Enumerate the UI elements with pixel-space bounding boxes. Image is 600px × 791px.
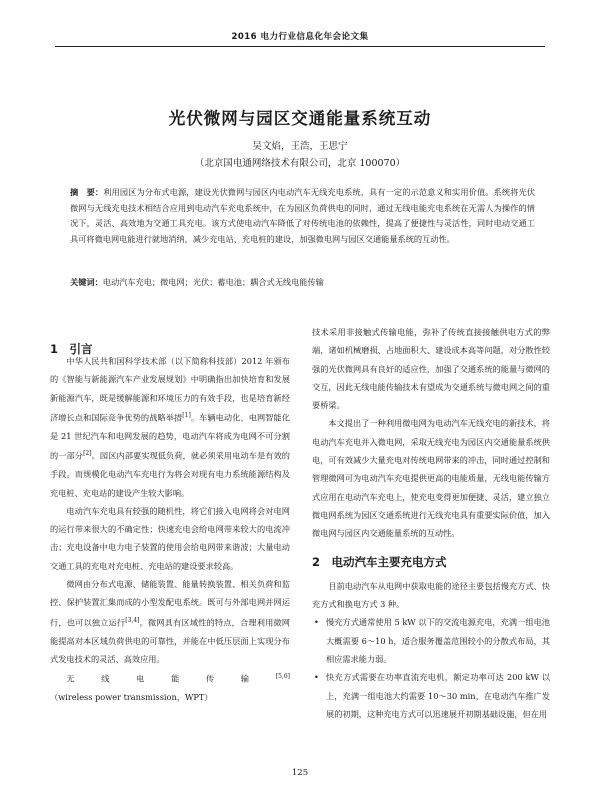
page-number: 125: [291, 768, 309, 778]
header-rule: [55, 46, 545, 47]
running-header: 2016 电力行业信息化年会论文集: [231, 32, 369, 42]
affiliation: （北京国电通网络技术有限公司，北京 100070）: [194, 158, 406, 169]
keywords-text: 电动汽车充电；微电网；光伏；蓄电池；耦合式无线电能传输: [102, 277, 324, 287]
section-2-heading: 2 电动汽车主要充电方式: [312, 554, 447, 569]
paragraph: 本文提出了一种利用微电网为电动汽车无线充电的新技术，将电动汽车充电并入微电网，采取无线充电为园区内交通能量系统供电，可有效减少大量充电对传统电网带来的冲击，同时通过控制和管理微网可为电动汽车充电提供更高的电能质量，无线电能传输方式应用在电动汽车充电上，使充电变得更加便捷、灵活，建立独立微电网系统为园区交通系统进行无线充电具有重要实际价值，加入微电网与园区内交通能量系统的互动性。: [312, 418, 550, 539]
paragraph: 微网由分布式电源、储能装置、能量转换装置、相关负荷和监控、保护装置汇集而成的小型发配电系统。既可与外部电网并网运行，也可以独立运行[3,4]。微网具有区域性的特点，合理利用微网能提高对本区域负荷供电的可靠性，并能在中低压层面上实现分布式发电技术的灵活、高效应用。: [50, 579, 290, 664]
keywords-label: 关键词：: [70, 277, 103, 287]
paragraph: 技术采用非接触式传输电能，弥补了传统直接接触供电方式的弊端，诸如机械磨损、占地面积大、建设成本高等问题，对分散性较强的光伏微网具有良好的适应性，加强了交通系统的能量与微网的交互，因此无线电能传输技术有望成为交通系统与微电网之间的重要桥梁。: [312, 327, 550, 411]
list-item: • 慢充方式通常使用 5 kW 以下的交流电源充电，充满一组电池大概需要 6～10 h，适合服务覆盖范围较小的分散式布局，其相应需求能力弱。: [312, 613, 550, 668]
right-column: [312, 323, 550, 723]
paragraph: 无线电能传输[5,6]（wireless power transmission，WPT）: [50, 673, 290, 703]
abstract: [70, 185, 535, 247]
abstract-label: 摘 要：: [70, 187, 104, 197]
paragraph: 中华人民共和国科学技术部（以下简称科技部）2012 年颁布的《智能与新能源汽车产业发展规划》中明确指出加快培育和发展新能源汽车，既是缓解能源和环境压力的有效手段，也是培育新经济增长点和国际竞争优势的战略举措[1]。车辆电动化、电网智能化是 21 世纪汽车和电网发展的趋势，电动汽车将成为电网不可分割的一部分[2]。园区内部要实现低负荷，就必须采用电动车是有效的手段。而规模化电动汽车充电行为将会对现有电力系统能源结构及充电桩、充电站的建设产生较大影响。: [50, 356, 290, 498]
authors: 吴文焰，王浩，王思宁: [252, 141, 348, 152]
left-column: [50, 352, 290, 707]
paragraph: 目前电动汽车从电网中获取电能的途径主要包括慢充方式、快充方式和换电方式 3 种。: [312, 580, 550, 610]
paragraph: 电动汽车充电具有较强的随机性，将它们接入电网将会对电网的运行带来很大的不确定性；快速充电会给电网带来较大的电流冲击；充电设备中电力电子装置的使用会给电网带来谐波；大量电动交通工具的充电对充电桩、充电站的建设要求较高。: [50, 505, 290, 571]
charging-methods-list: [312, 613, 550, 723]
section-1-heading: 1 引言: [50, 342, 93, 356]
list-item: • 快充方式需要在功率直流充电机，额定功率可达 200 kW 以上，充满一组电池大约需要 10～30 min，在电动汽车推广发展的初期，这种充电方式可以迅速展开初期基础设施，但在用: [312, 668, 550, 723]
keywords: [70, 275, 535, 289]
abstract-text: 利用园区为分布式电源，建设光伏微网与园区内电动汽车无线充电系统，具有一定的示范意义和实用价值。系统将光伏微网与无线充电技术相结合应用到电动汽车充电系统中，在为园区负荷供电的同时，通过无线电能充电系统在无需人为操作的情况下，灵活、高效地为交通工具充电。该方式使电动汽车降低了对传统电池的依赖性，提高了便捷性与灵活性，同时电动交通工具可将微电网电能进行就地消纳，减少充电站、充电桩的建设，加强微电网与园区交通能量系统的互动性。: [70, 187, 535, 244]
paper-title: 光伏微网与园区交通能量系统互动: [168, 109, 432, 128]
